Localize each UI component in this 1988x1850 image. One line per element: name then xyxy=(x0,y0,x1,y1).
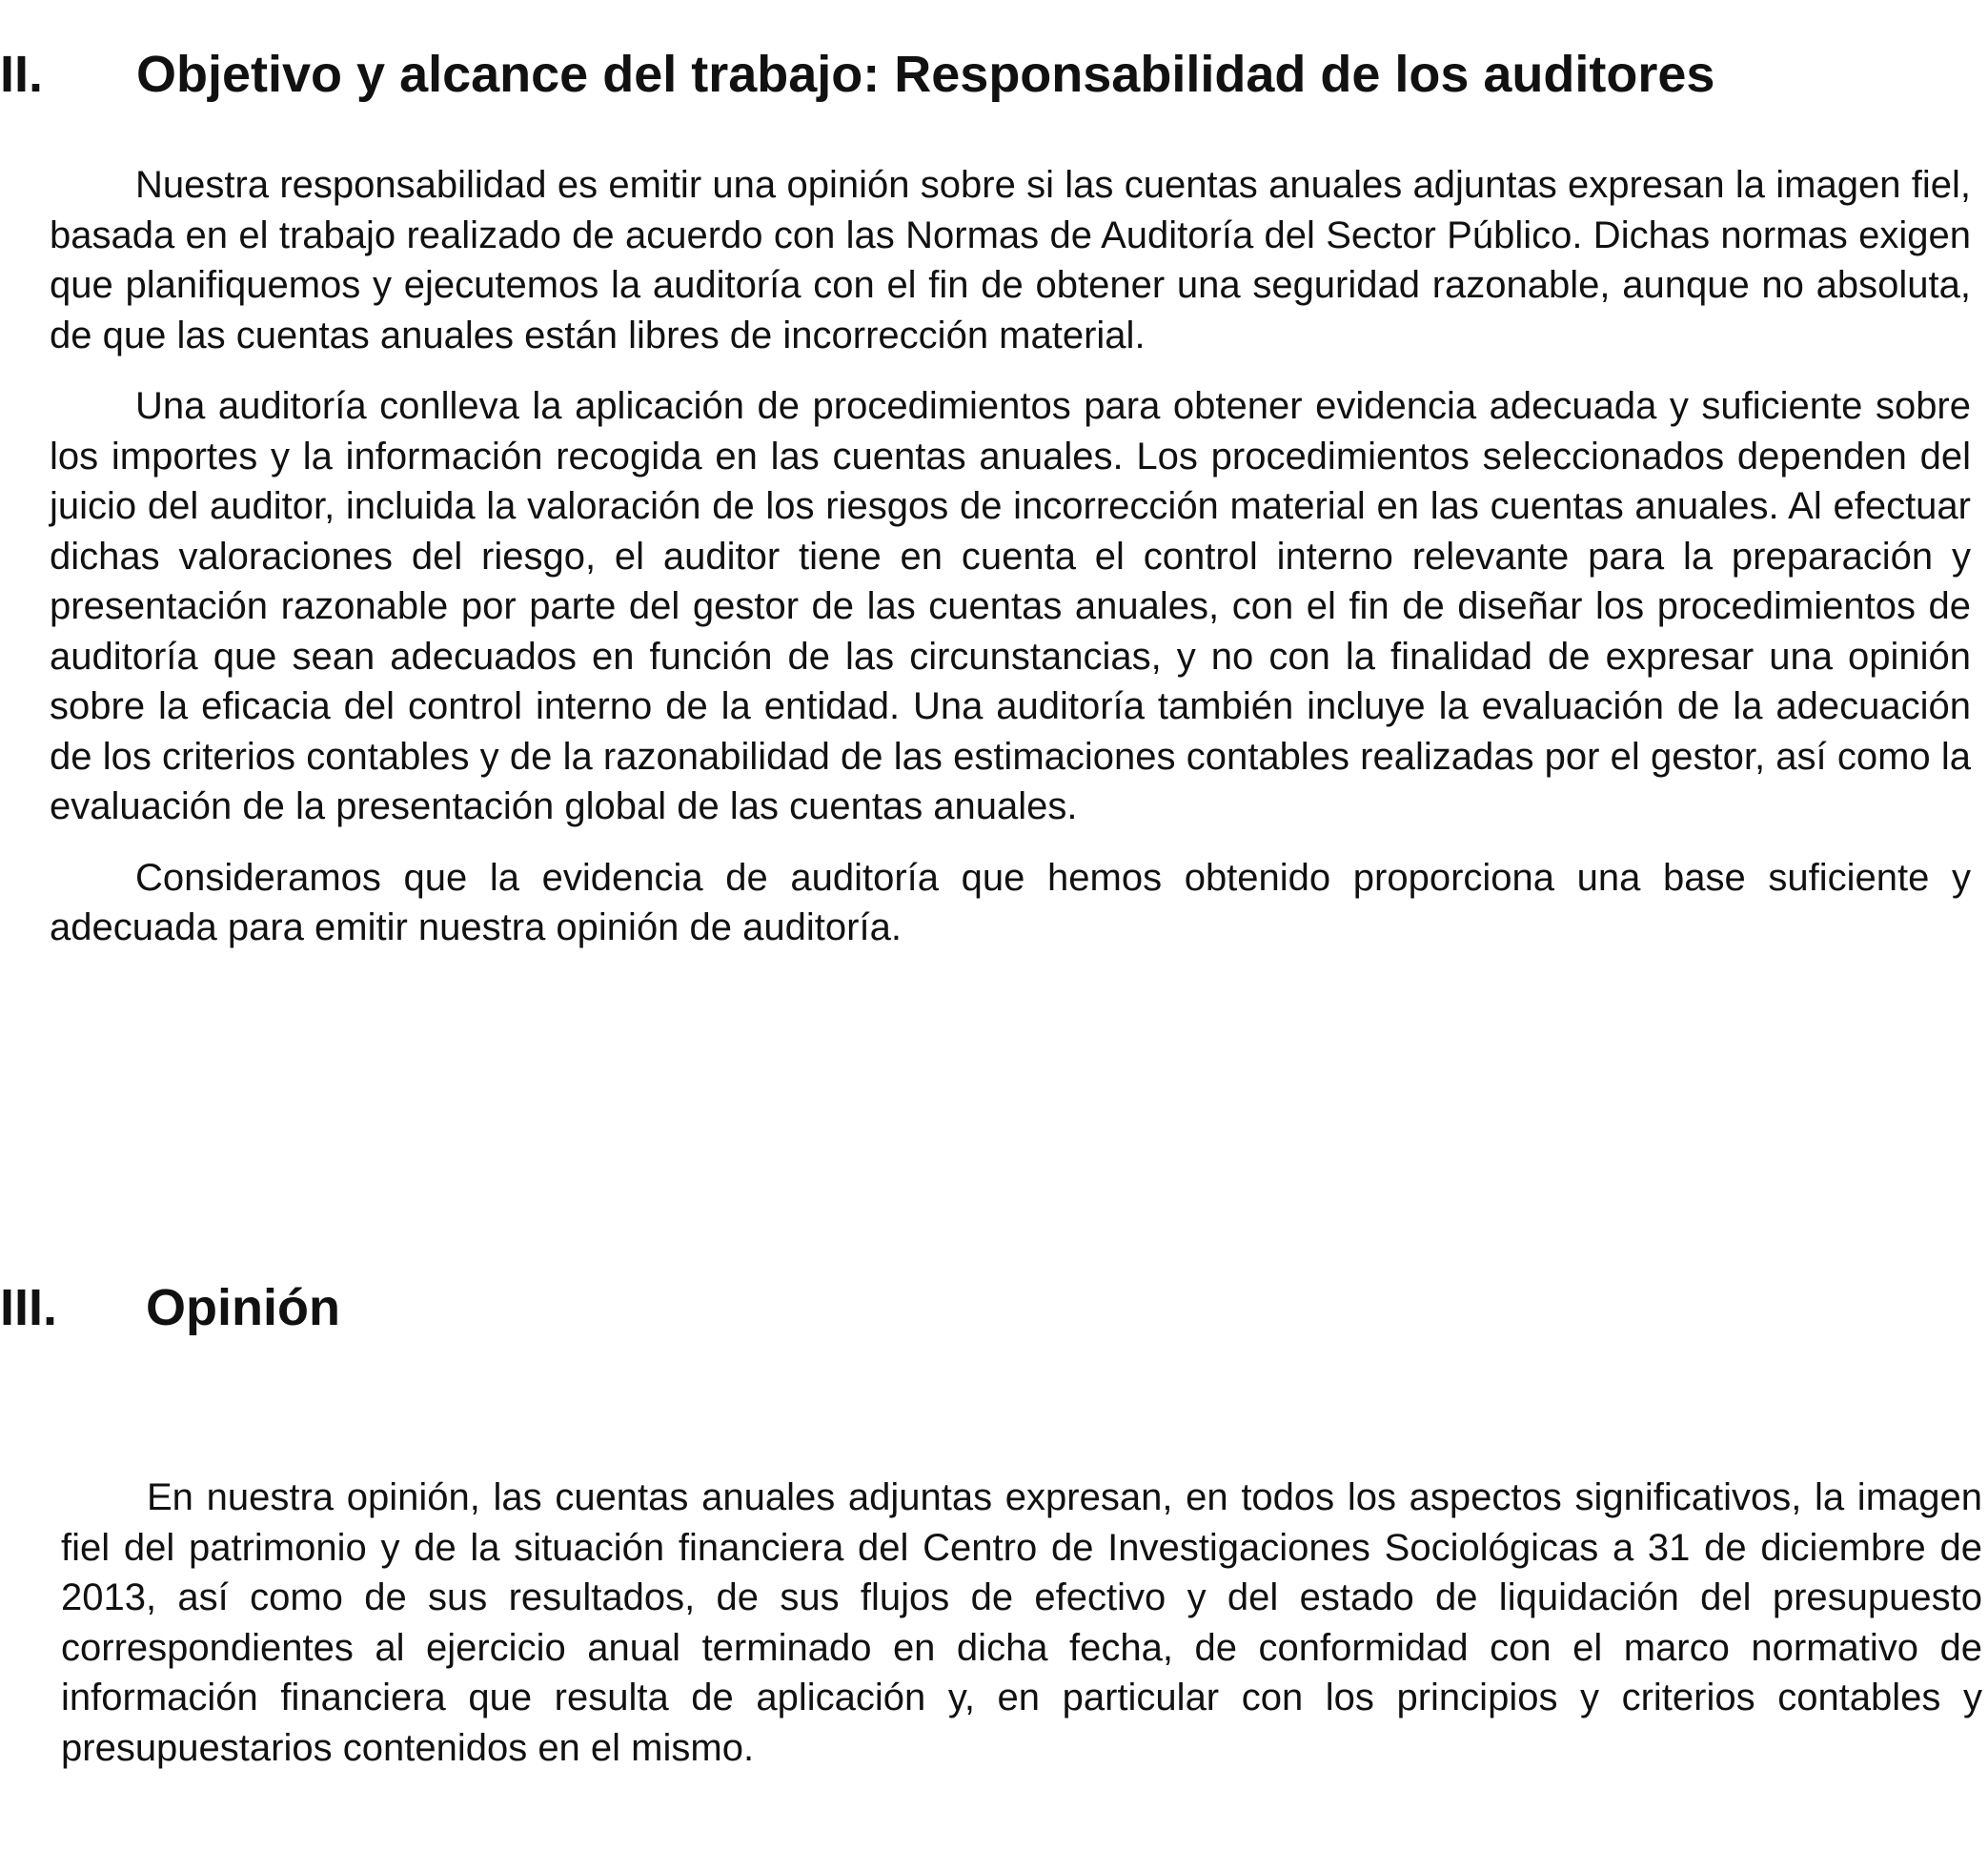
section-title: Objetivo y alcance del trabajo: Responsabilidad de los auditores xyxy=(136,46,1715,103)
section-number: II. xyxy=(0,46,44,103)
paragraph-responsabilidad: Nuestra responsabilidad es emitir una opinión sobre si las cuentas anuales adjuntas expresan la imagen fiel, basada en el trabajo realizado de acuerdo con las Normas de Auditoría del Sector Público. Dichas normas exigen que planifiquemos y ejecutemos la auditoría con el fin de obtener una seguridad razonable, aunque no absoluta, de que las cuentas anuales están libres de incorrección material. xyxy=(50,164,1971,356)
section-heading-objetivo xyxy=(0,44,1715,105)
section-title: Opinión xyxy=(146,1279,340,1336)
paragraph-procedimientos: Una auditoría conlleva la aplicación de procedimientos para obtener evidencia adecuada y suficiente sobre los importes y la información recogida en las cuentas anuales. Los procedimientos seleccionados dependen del juicio del auditor, incluida la valoración de los riesgos de incorrección material en las cuentas anuales. Al efectuar dichas valoraciones del riesgo, el auditor tiene en cuenta el control interno relevante para la preparación y presentación razonable por parte del gestor de las cuentas anuales, con el fin de diseñar los procedimientos de auditoría que sean adecuados en función de las circunstancias, y no con la finalidad de expresar una opinión sobre la eficacia del control interno de la entidad. Una auditoría también incluye la evaluación de la adecuación de los criterios contables y de la razonabilidad de las estimaciones contables realizadas por el gestor, así como la evaluación de la presentación global de las cuentas anuales. xyxy=(50,385,1971,827)
section-body-objetivo xyxy=(50,160,1971,953)
section-heading-opinion xyxy=(0,1277,340,1338)
paragraph-evidencia: Consideramos que la evidencia de auditoría que hemos obtenido proporciona una base suficiente y adecuada para emitir nuestra opinión de auditoría. xyxy=(50,856,1971,948)
section-number: III. xyxy=(0,1279,58,1336)
paragraph-opinion: En nuestra opinión, las cuentas anuales adjuntas expresan, en todos los aspectos significativos, la imagen fiel del patrimonio y de la situación financiera del Centro de Investigaciones Sociológicas a 31 de diciembre de 2013, así como de sus resultados, de sus flujos de efectivo y del estado de liquidación del presupuesto correspondientes al ejercicio anual terminado en dicha fecha, de conformidad con el marco normativo de información financiera que resulta de aplicación y, en particular con los principios y criterios contables y presupuestarios contenidos en el mismo. xyxy=(61,1476,1982,1769)
section-body-opinion xyxy=(61,1473,1982,1773)
